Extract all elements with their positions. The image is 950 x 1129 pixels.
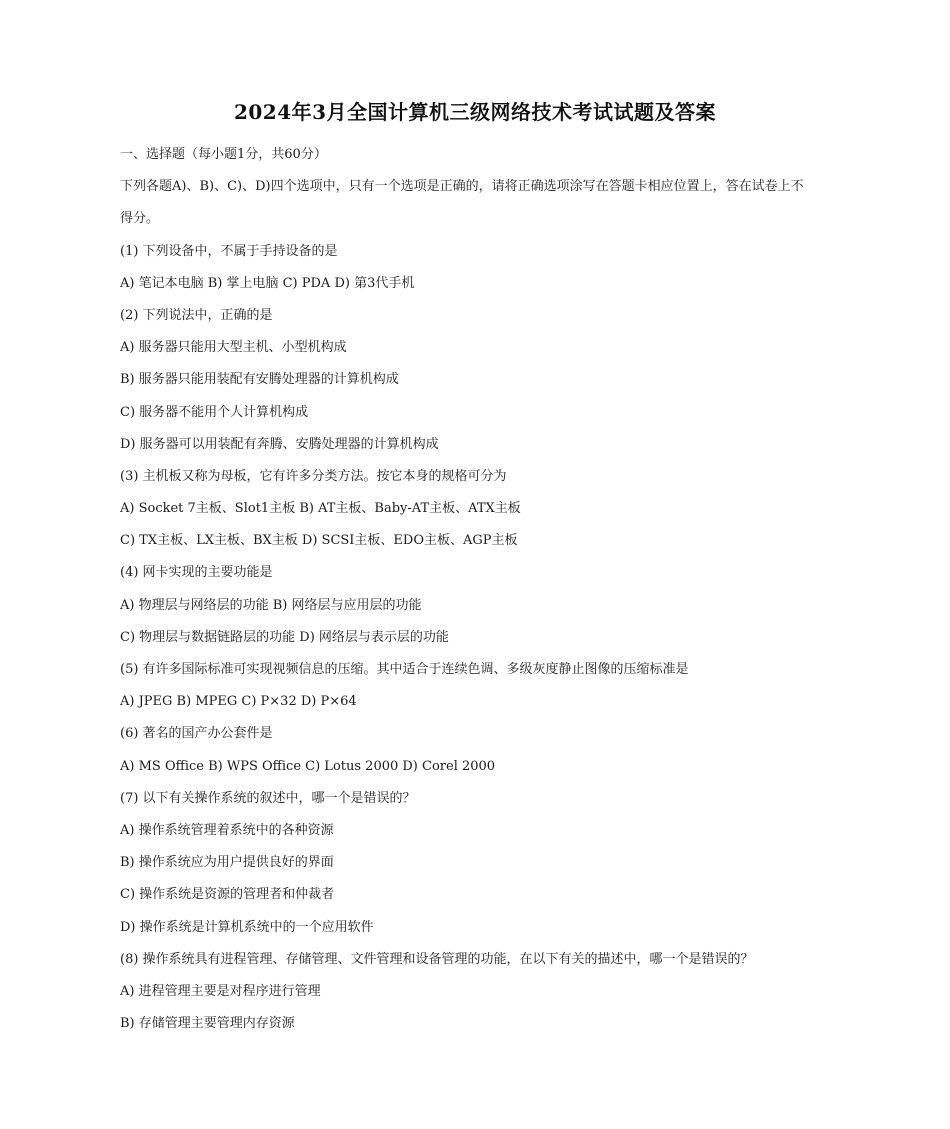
document-title: 2024年3月全国计算机三级网络技术考试试题及答案 xyxy=(233,100,717,124)
question-8-option-a: A) 进程管理主要是对程序进行管理 xyxy=(120,983,321,999)
document-body xyxy=(120,143,840,1044)
question-3-options-cd: C) TX主板、LX主板、BX主板 D) SCSI主板、EDO主板、AGP主板 xyxy=(120,533,518,549)
question-8-option-b: B) 存储管理主要管理内存资源 xyxy=(120,1016,295,1032)
question-1: (1) 下列设备中，不属于手持设备的是 xyxy=(120,243,338,259)
question-4-options-ab: A) 物理层与网络层的功能 B) 网络层与应用层的功能 xyxy=(120,597,422,613)
instructions-line: 得分。 xyxy=(120,211,160,227)
question-2: (2) 下列说法中，正确的是 xyxy=(120,307,273,323)
question-7: (7) 以下有关操作系统的叙述中，哪一个是错误的？ xyxy=(120,790,416,806)
question-2-option-a: A) 服务器只能用大型主机、小型机构成 xyxy=(120,340,347,356)
question-3: (3) 主机板又称为母板，它有许多分类方法。按它本身的规格可分为 xyxy=(120,468,507,484)
question-7-option-c: C) 操作系统是资源的管理者和仲裁者 xyxy=(120,887,335,903)
question-7-option-b: B) 操作系统应为用户提供良好的界面 xyxy=(120,855,334,871)
question-6-options: A) MS Office B) WPS Office C) Lotus 2000 D) Corel 2000 xyxy=(120,758,496,774)
question-3-options-ab: A) Socket 7主板、Slot1主板 B) AT主板、Baby-AT主板、ATX主板 xyxy=(120,501,521,517)
question-2-option-d: D) 服务器可以用装配有奔腾、安腾处理器的计算机构成 xyxy=(120,436,439,452)
instructions-line: 下列各题A)、B)、C)、D)四个选项中，只有一个选项是正确的，请将正确选项涂写在答题卡相应位置上，答在试卷上不 xyxy=(120,179,804,195)
question-7-option-d: D) 操作系统是计算机系统中的一个应用软件 xyxy=(120,919,374,935)
question-5-options: A) JPEG B) MPEG C) P×32 D) P×64 xyxy=(120,694,357,710)
question-5: (5) 有许多国际标准可实现视频信息的压缩。其中适合于连续色调、多级灰度静止图像的压缩标准是 xyxy=(120,662,689,677)
question-1-options: A) 笔记本电脑 B) 掌上电脑 C) PDA D) 第3代手机 xyxy=(120,275,415,291)
question-6: (6) 著名的国产办公套件是 xyxy=(120,726,273,742)
question-2-option-b: B) 服务器只能用装配有安腾处理器的计算机构成 xyxy=(120,372,399,388)
question-2-option-c: C) 服务器不能用个人计算机构成 xyxy=(120,404,309,420)
question-4: (4) 网卡实现的主要功能是 xyxy=(120,565,273,581)
question-4-options-cd: C) 物理层与数据链路层的功能 D) 网络层与表示层的功能 xyxy=(120,629,449,645)
question-7-option-a: A) 操作系统管理着系统中的各种资源 xyxy=(120,822,334,838)
question-8: (8) 操作系统具有进程管理、存储管理、文件管理和设备管理的功能，在以下有关的描述中，哪一个是错误的？ xyxy=(120,951,754,967)
section-heading: 一、选择题（每小题1分，共60分） xyxy=(120,147,327,162)
